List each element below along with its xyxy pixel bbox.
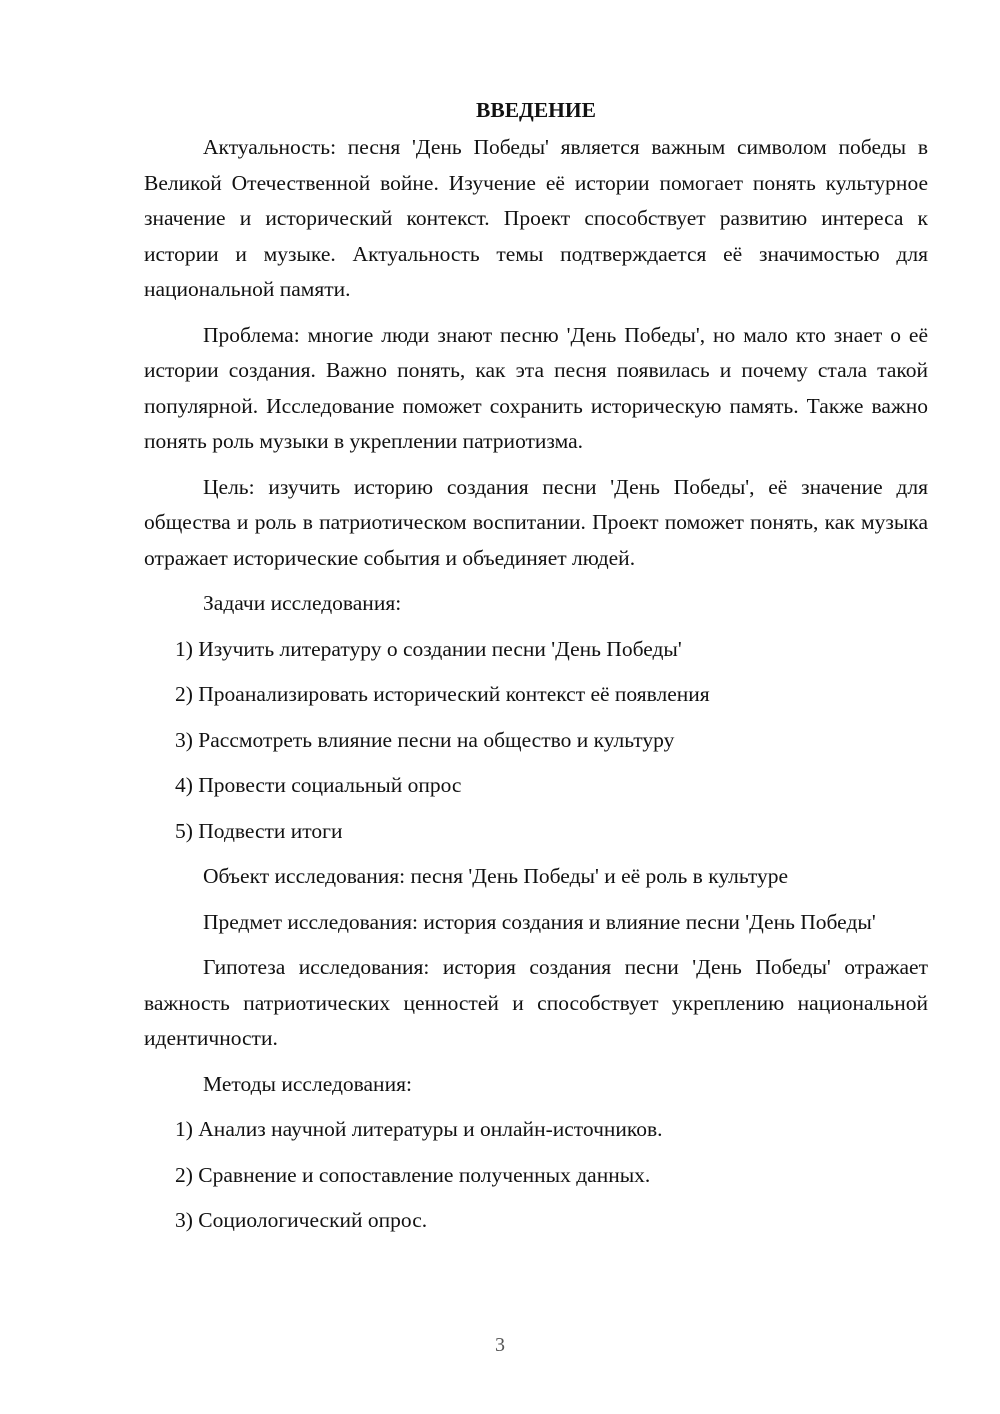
section-title: ВВЕДЕНИЕ: [476, 98, 596, 122]
method-item: 1) Анализ научной литературы и онлайн-источников.: [175, 1117, 663, 1141]
method-item: 3) Социологический опрос.: [175, 1208, 428, 1232]
methods-list: [144, 1112, 928, 1239]
task-item: 3) Рассмотреть влияние песни на общество и культуру: [175, 727, 675, 752]
page-number: 3: [495, 1334, 505, 1356]
tasks-list: [144, 632, 928, 850]
document-page: [144, 92, 928, 1249]
hypothesis-paragraph: Гипотеза исследования: история создания песни 'День Победы' отражает важность патриотических ценностей и способствует укреплению национальной идентичности.: [144, 955, 928, 1050]
methods-heading: Методы исследования:: [203, 1071, 412, 1096]
goal-paragraph: Цель: изучить историю создания песни 'День Победы', её значение для общества и роль в патриотическом воспитании. Проект поможет понять, как музыка отражает исторические события и объединяет людей.: [144, 474, 928, 570]
task-item: 2) Проанализировать исторический контекст её появления: [175, 682, 710, 706]
relevance-paragraph: Актуальность: песня 'День Победы' является важным символом победы в Великой Отечественной войне. Изучение её истории помогает понять культурное значение и исторический контекст. Проект способствует развитию интереса к истории и музыке. Актуальность темы подтверждается её значимостью для национальной памяти.: [144, 135, 928, 301]
object-line: Объект исследования: песня 'День Победы' и её роль в культуре: [203, 864, 789, 888]
problem-paragraph: Проблема: многие люди знают песню 'День Победы', но мало кто знает о её истории создания. Важно понять, как эта песня появилась и почему стала такой популярной. Исследование поможет сохранить историческую память. Также важно понять роль музыки в укреплении патриотизма.: [144, 322, 928, 453]
task-item: 5) Подвести итоги: [175, 818, 343, 843]
tasks-heading: Задачи исследования:: [203, 591, 402, 615]
task-item: 4) Провести социальный опрос: [175, 773, 462, 797]
method-item: 2) Сравнение и сопоставление полученных данных.: [175, 1162, 651, 1187]
subject-paragraph: Предмет исследования: история создания и влияние песни 'День Победы': [203, 909, 876, 934]
task-item: 1) Изучить литературу о создании песни 'День Победы': [175, 636, 682, 661]
